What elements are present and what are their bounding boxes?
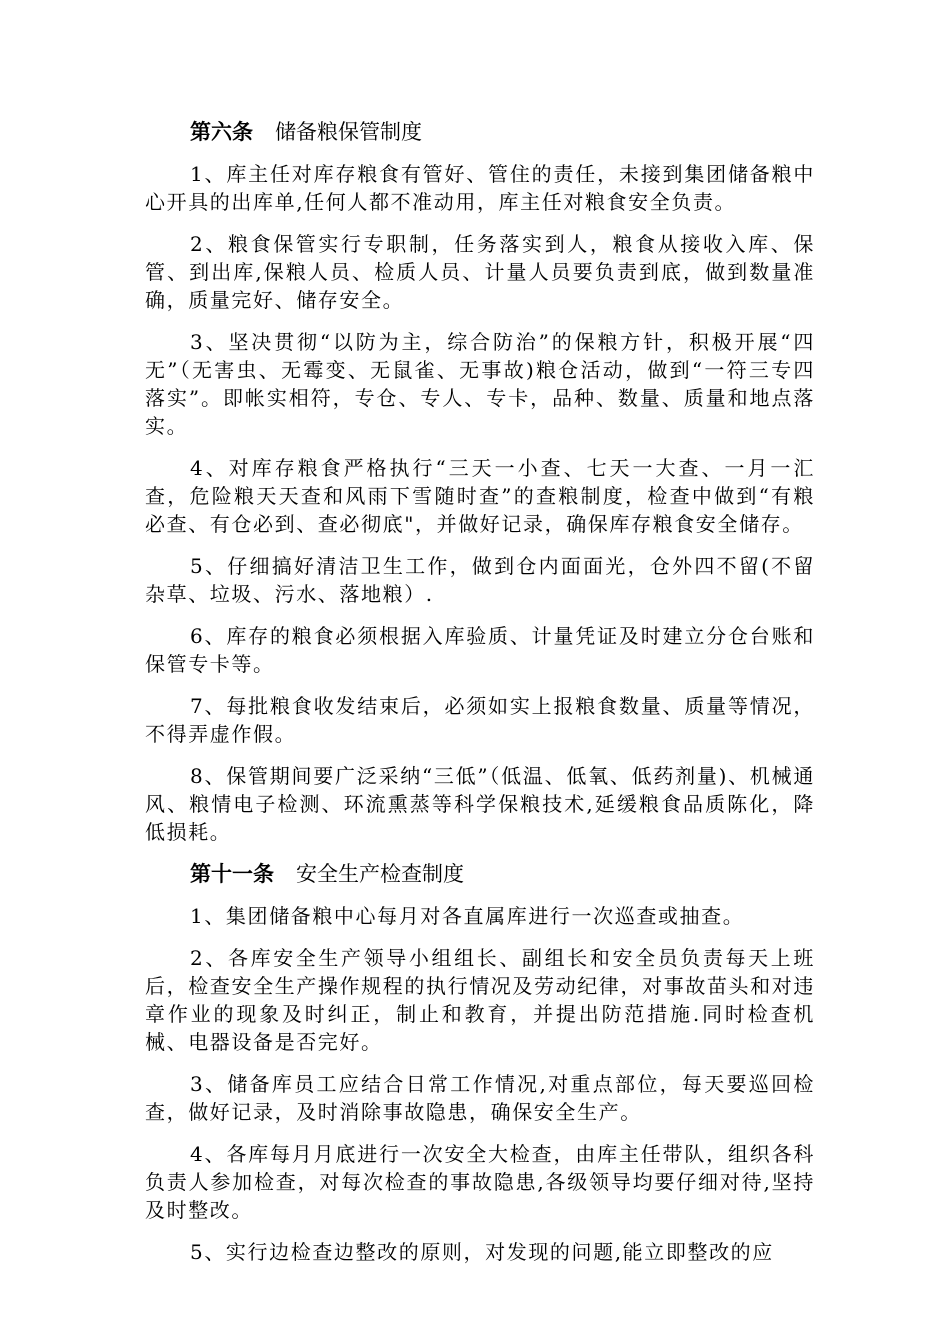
paragraph: 4、各库每月月底进行一次安全大检查，由库主任带队，组织各科负责人参加检查，对每次检查的事故隐患,各级领导均要仔细对待,坚持及时整改。 bbox=[145, 1142, 815, 1222]
document-page bbox=[145, 118, 815, 1280]
paragraph: 8、保管期间要广泛采纳“三低”（低温、低氧、低药剂量)、机械通风、粮情电子检测、环流熏蒸等科学保粮技术,延缓粮食品质陈化，降低损耗。 bbox=[145, 764, 815, 844]
section-title: 安全生产检查制度 bbox=[296, 862, 464, 886]
article-number: 第十一条 bbox=[190, 862, 274, 886]
paragraph: 5、实行边检查边整改的原则，对发现的问题,能立即整改的应 bbox=[190, 1240, 774, 1264]
paragraph: 1、集团储备粮中心每月对各直属库进行一次巡查或抽查。 bbox=[190, 904, 745, 928]
paragraph: 3、储备库员工应结合日常工作情况,对重点部位，每天要巡回检查，做好记录，及时消除事故隐患，确保安全生产。 bbox=[145, 1072, 815, 1124]
section-heading-article-6 bbox=[145, 118, 815, 146]
article-number: 第六条 bbox=[190, 120, 253, 144]
paragraph: 6、库存的粮食必须根据入库验质、计量凭证及时建立分仓台账和保管专卡等。 bbox=[145, 624, 815, 676]
paragraph: 4、对库存粮食严格执行“三天一小查、七天一大查、一月一汇查，危险粮天天查和风雨下雪随时查”的查粮制度，检查中做到“有粮必查、有仓必到、查必彻底"，并做好记录，确保库存粮食安全储存。 bbox=[145, 456, 815, 536]
paragraph: 1、库主任对库存粮食有管好、管住的责任，未接到集团储备粮中心开具的出库单,任何人都不准动用，库主任对粮食安全负责。 bbox=[145, 162, 815, 214]
paragraph: 3、坚决贯彻“以防为主，综合防治”的保粮方针，积极开展“四无”（无害虫、无霉变、无鼠雀、无事故)粮仓活动，做到“一符三专四落实”。即帐实相符，专仓、专人、专卡，品种、数量、质量和地点落实。 bbox=[145, 330, 815, 438]
section-title: 储备粮保管制度 bbox=[275, 120, 422, 144]
paragraph: 2、各库安全生产领导小组组长、副组长和安全员负责每天上班后，检查安全生产操作规程的执行情况及劳动纪律，对事故苗头和对违章作业的现象及时纠正，制止和教育，并提出防范措施.同时检查机械、电器设备是否完好。 bbox=[145, 946, 815, 1054]
paragraph: 5、仔细搞好清洁卫生工作，做到仓内面面光，仓外四不留(不留杂草、垃圾、污水、落地粮）. bbox=[145, 554, 815, 606]
section-heading-article-11 bbox=[145, 860, 815, 888]
paragraph: 7、每批粮食收发结束后，必须如实上报粮食数量、质量等情况，不得弄虚作假。 bbox=[145, 694, 815, 746]
paragraph: 2、粮食保管实行专职制，任务落实到人，粮食从接收入库、保管、到出库,保粮人员、检质人员、计量人员要负责到底，做到数量准确，质量完好、储存安全。 bbox=[145, 232, 815, 312]
